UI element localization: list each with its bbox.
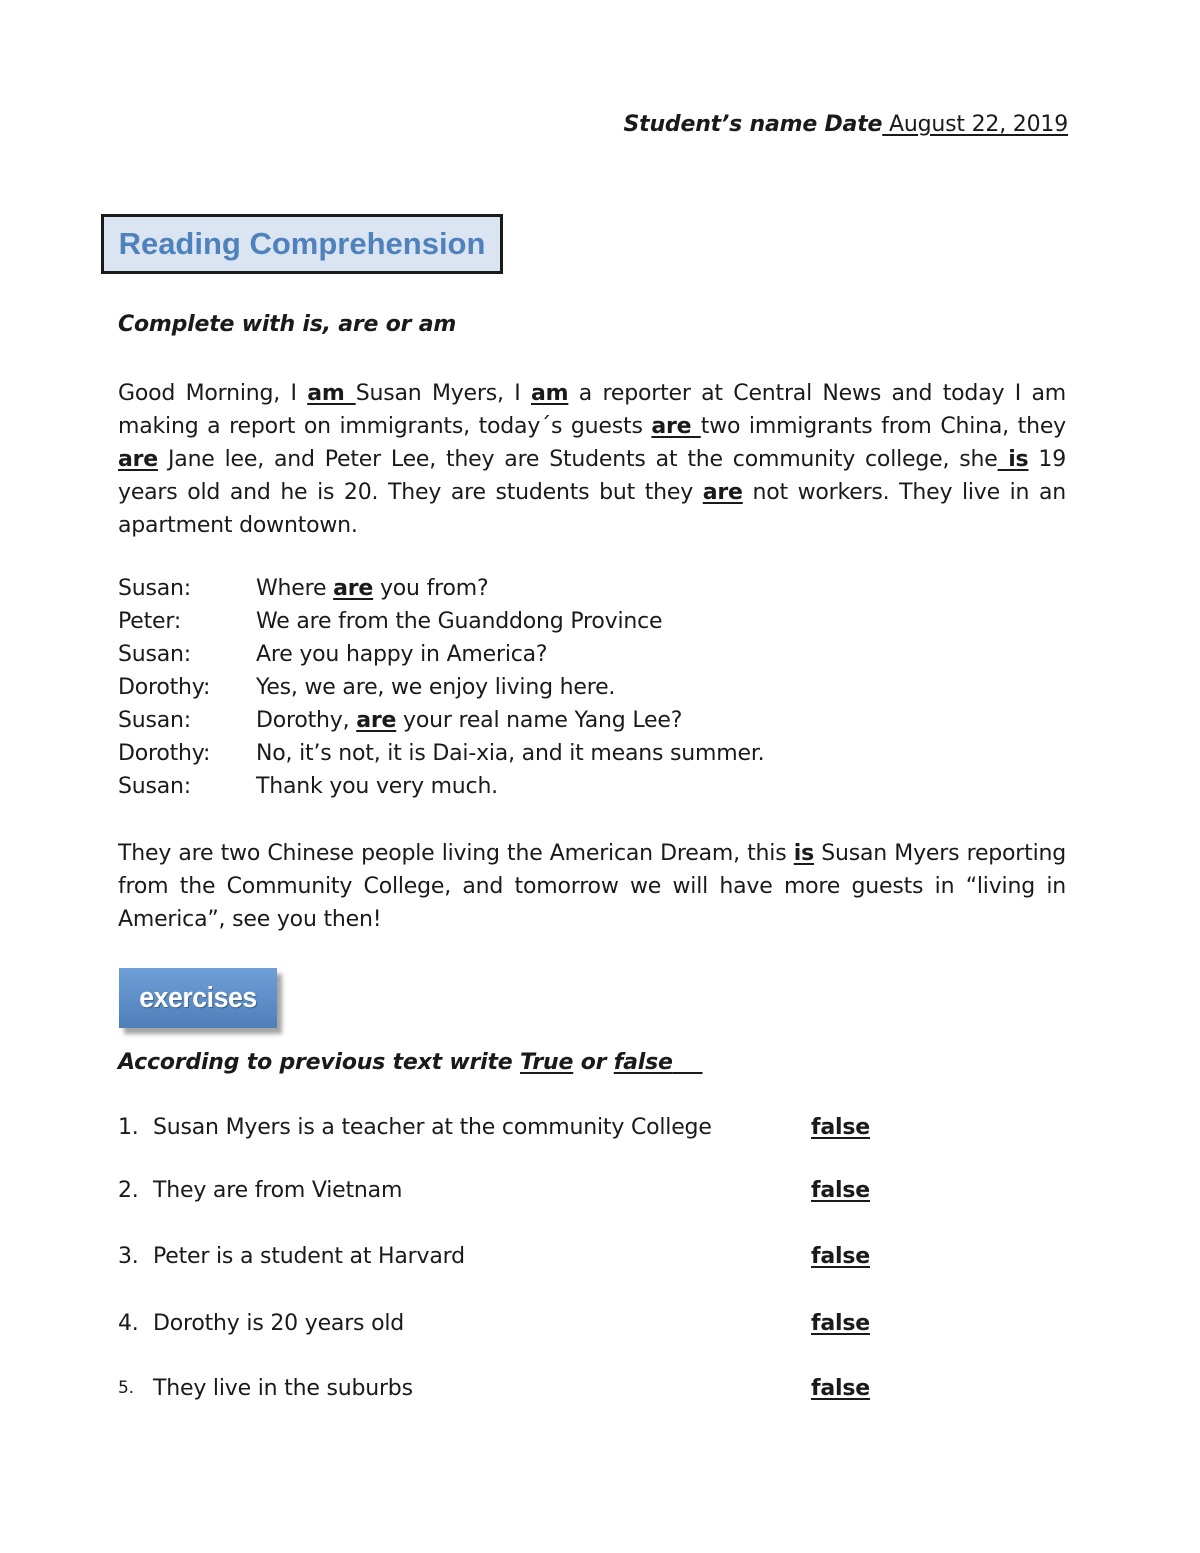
dialogue-speaker: Susan: — [118, 774, 192, 799]
exercise-answer: false — [811, 1115, 870, 1140]
dialogue-speaker: Susan: — [118, 576, 192, 601]
exercises-badge-label: exercises — [139, 981, 257, 1014]
dialogue-speaker: Peter: — [118, 609, 182, 634]
para1-text: 19 years old and he is 20. They are students but they — [118, 447, 1066, 505]
false-word-trail — [673, 1050, 703, 1075]
dialogue-text: Thank you very much. — [256, 774, 498, 799]
page-title: Reading Comprehension — [118, 226, 486, 261]
dialogue-text-part: Dorothy, — [256, 708, 357, 733]
dialogue-speaker: Susan: — [118, 642, 192, 667]
fill-answer: are — [356, 708, 397, 733]
exercise-item — [118, 1240, 918, 1273]
dialogue-text — [256, 572, 488, 605]
dialogue-speaker: Susan: — [118, 708, 192, 733]
instruction-complete: Complete with is, are or am — [118, 312, 457, 337]
exercise-item — [118, 1307, 918, 1340]
student-name-date-label: Student’s name Date — [623, 112, 883, 137]
exercise-number: 5. — [118, 1378, 134, 1398]
reading-paragraph-2 — [118, 837, 1066, 936]
fill-answer: are — [333, 576, 374, 601]
exercise-answer: false — [811, 1244, 870, 1269]
instruction-true-false — [118, 1050, 703, 1075]
exercise-number: 1. — [118, 1115, 139, 1140]
fill-answer: is — [997, 447, 1029, 472]
dialogue-text: No, it’s not, it is Dai-xia, and it means summer. — [256, 741, 765, 766]
exercise-question: Peter is a student at Harvard — [153, 1244, 465, 1269]
title-box — [101, 214, 503, 274]
exercise-question: They are from Vietnam — [153, 1178, 403, 1203]
para2-text: Susan Myers reporting from the Community College, and tomorrow we will have more guests in “living in America”, see you then! — [118, 841, 1066, 932]
dialogue-text: Are you happy in America? — [256, 642, 548, 667]
fill-answer: are — [702, 480, 743, 505]
exercise-item — [118, 1111, 918, 1144]
fill-answer: am — [530, 381, 569, 406]
exercise-answer: false — [811, 1376, 870, 1401]
dialogue-text-part: you from? — [373, 576, 489, 601]
exercises-badge — [119, 968, 277, 1028]
student-name-date-header — [586, 112, 1068, 137]
para1-text: Jane lee, and Peter Lee, they are Students at the community college, she — [158, 447, 998, 472]
dialogue-text: We are from the Guanddong Province — [256, 609, 663, 634]
dialogue-speaker: Dorothy: — [118, 675, 211, 700]
exercise-number: 2. — [118, 1178, 139, 1203]
exercise-number: 4. — [118, 1311, 139, 1336]
exercise-number: 3. — [118, 1244, 139, 1269]
reading-paragraph-1 — [118, 377, 1066, 542]
instruction2-text: According to previous text write — [118, 1050, 520, 1075]
false-word-text: false — [613, 1050, 673, 1075]
para2-text: They are two Chinese people living the American Dream, this — [118, 841, 794, 866]
para1-text: a reporter at Central News and today I am making a report on immigrants, today´s guests — [118, 381, 1066, 439]
fill-answer: is — [793, 841, 814, 866]
dialogue-speaker: Dorothy: — [118, 741, 211, 766]
fill-answer: am — [307, 381, 356, 406]
fill-answer: are — [118, 447, 159, 472]
exercise-question: Susan Myers is a teacher at the community College — [153, 1115, 712, 1140]
para1-text: Good Morning, I — [118, 381, 308, 406]
para1-text: two immigrants from China, they — [700, 414, 1066, 439]
dialogue-text — [256, 704, 682, 737]
true-word: True — [520, 1050, 574, 1075]
para1-text: not workers. They live in an apartment downtown. — [118, 480, 1066, 538]
fill-answer: are — [651, 414, 701, 439]
exercise-question: Dorothy is 20 years old — [153, 1311, 405, 1336]
dialogue-text-part: Where — [256, 576, 334, 601]
para1-text: Susan Myers, I — [355, 381, 531, 406]
date-value: August 22, 2019 — [882, 112, 1068, 137]
exercise-question: They live in the suburbs — [153, 1376, 413, 1401]
instruction2-text: or — [573, 1050, 614, 1075]
false-word — [614, 1050, 703, 1075]
dialogue-text: Yes, we are, we enjoy living here. — [256, 675, 616, 700]
exercise-answer: false — [811, 1178, 870, 1203]
exercise-item — [118, 1174, 918, 1207]
dialogue-text-part: your real name Yang Lee? — [396, 708, 683, 733]
exercise-item — [118, 1372, 918, 1405]
exercise-answer: false — [811, 1311, 870, 1336]
